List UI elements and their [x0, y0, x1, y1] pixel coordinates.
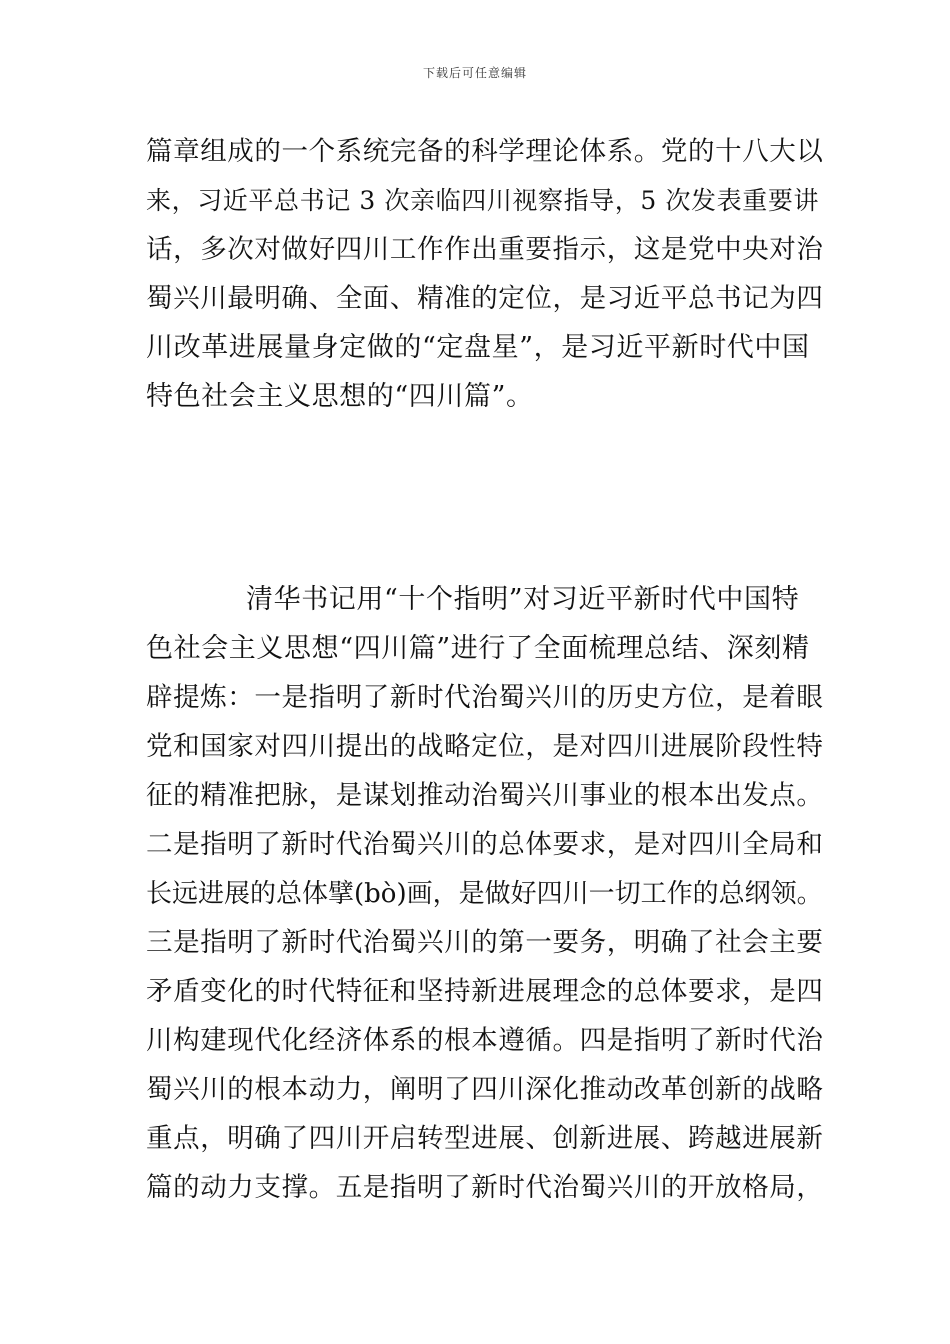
- paragraph-line: 二是指明了新时代治蜀兴川的总体要求，是对四川全局和: [146, 829, 824, 860]
- paragraph-line: 篇的动力支撑。五是指明了新时代治蜀兴川的开放格局，: [146, 1172, 824, 1203]
- paragraph-line: 党和国家对四川提出的战略定位，是对四川进展阶段性特: [146, 731, 824, 762]
- header-note: 下载后可任意编辑: [422, 66, 527, 80]
- paragraph-line: 三是指明了新时代治蜀兴川的第一要务，明确了社会主要: [146, 927, 824, 958]
- paragraph-line: 特色社会主义思想的“四川篇”。: [146, 381, 534, 412]
- paragraph-line: 川改革进展量身定做的“定盘星”，是习近平新时代中国: [146, 332, 810, 363]
- paragraph-line: 征的精准把脉，是谋划推动治蜀兴川事业的根本出发点。: [146, 780, 824, 811]
- paragraph-line: 重点，明确了四川开启转型进展、创新进展、跨越进展新: [146, 1123, 824, 1154]
- paragraph-line: 话，多次对做好四川工作作出重要指示，这是党中央对治: [146, 234, 824, 265]
- paragraph-line: 色社会主义思想“四川篇”进行了全面梳理总结、深刻精: [146, 633, 810, 664]
- paragraph-line: 来，习近平总书记 3 次亲临四川视察指导，5 次发表重要讲: [146, 186, 820, 215]
- paragraph-line: 蜀兴川最明确、全面、精准的定位，是习近平总书记为四: [146, 283, 824, 314]
- paragraph-line: 长远进展的总体擘(bò)画，是做好四川一切工作的总纲领。: [146, 879, 823, 909]
- paragraph-line: 矛盾变化的时代特征和坚持新进展理念的总体要求，是四: [146, 976, 824, 1007]
- paragraph-line: 篇章组成的一个系统完备的科学理论体系。党的十八大以: [146, 136, 824, 167]
- paragraph-line: 川构建现代化经济体系的根本遵循。四是指明了新时代治: [146, 1025, 824, 1056]
- paragraph-line: 辟提炼：一是指明了新时代治蜀兴川的历史方位，是着眼: [146, 682, 824, 713]
- paragraph-line: 清华书记用“十个指明”对习近平新时代中国特: [246, 584, 800, 615]
- paragraph-line: 蜀兴川的根本动力，阐明了四川深化推动改革创新的战略: [146, 1074, 824, 1105]
